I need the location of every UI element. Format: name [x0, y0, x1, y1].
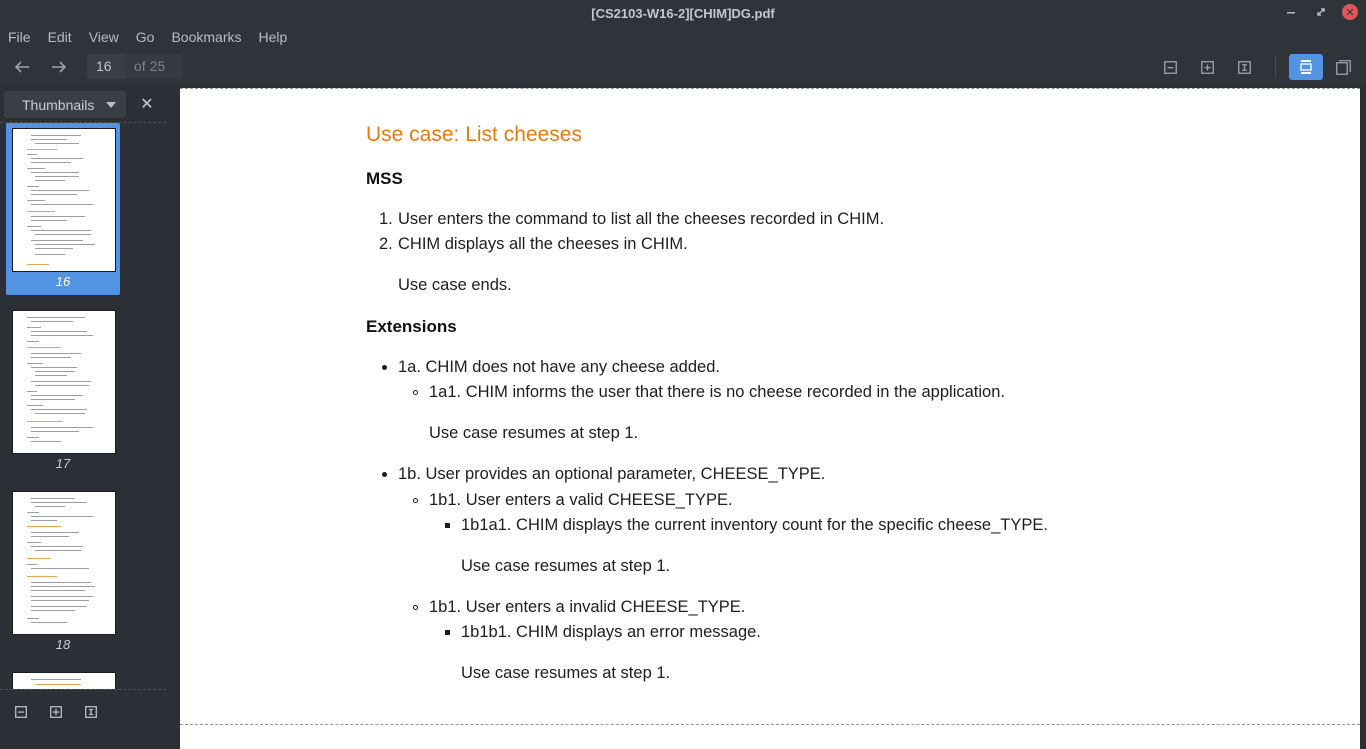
- sidebar-panel-label: Thumbnails: [22, 96, 95, 113]
- thumbnail-page-18[interactable]: [6, 486, 120, 658]
- extension-1b1-valid: 1b1. User enters a valid CHEESE_TYPE.: [429, 491, 733, 509]
- thumbnail-image: [12, 491, 116, 635]
- menu-bookmarks[interactable]: Bookmarks: [171, 29, 242, 45]
- zoom-in-thumbnails-icon[interactable]: [46, 702, 66, 722]
- close-window-icon[interactable]: ✕: [1342, 4, 1358, 20]
- mss-step-text: CHIM displays all the cheeses in CHIM.: [398, 235, 688, 253]
- restore-icon[interactable]: [1312, 3, 1330, 21]
- mss-heading: MSS: [366, 169, 403, 188]
- sidebar-panel-selector[interactable]: [4, 91, 126, 118]
- extension-1b1a1-resume: Use case resumes at step 1.: [461, 557, 671, 575]
- bullet-square: [445, 630, 450, 635]
- forward-arrow-icon[interactable]: [44, 54, 74, 80]
- title-bar: [0, 0, 1366, 26]
- extension-1a: 1a. CHIM does not have any cheese added.: [398, 358, 720, 376]
- close-sidebar-icon[interactable]: ✕: [140, 96, 154, 113]
- chevron-down-icon: [106, 102, 116, 108]
- extension-1b1a1: 1b1a1. CHIM displays the current inventory count for the specific cheese_TYPE.: [461, 516, 1048, 534]
- sidebar-footer: [0, 694, 166, 728]
- minimize-icon[interactable]: [1282, 3, 1300, 21]
- mss-end-text: Use case ends.: [398, 276, 512, 294]
- thumbnail-list[interactable]: [0, 122, 166, 690]
- document-view[interactable]: [166, 86, 1366, 728]
- zoom-out-icon[interactable]: [1155, 54, 1185, 80]
- thumbnail-image: [12, 672, 116, 690]
- document-page: [180, 88, 1360, 749]
- thumbnail-page-17[interactable]: [6, 305, 120, 477]
- mss-step-text: User enters the command to list all the cheeses recorded in CHIM.: [398, 210, 885, 228]
- extension-1b1-invalid: 1b1. User enters a invalid CHEESE_TYPE.: [429, 598, 746, 616]
- menu-edit[interactable]: Edit: [47, 29, 72, 45]
- mss-step-number: 2.: [379, 235, 393, 253]
- zoom-in-icon[interactable]: [1192, 54, 1222, 80]
- page-boundary: [180, 724, 1360, 725]
- thumbnail-page-number: 18: [55, 637, 71, 652]
- menu-go[interactable]: Go: [135, 29, 155, 45]
- page-selector: [87, 54, 183, 79]
- zoom-out-thumbnails-icon[interactable]: [11, 702, 31, 722]
- continuous-mode-icon[interactable]: [1289, 54, 1323, 80]
- thumbnail-page-partial[interactable]: [6, 667, 120, 690]
- mss-step-number: 1.: [379, 210, 393, 228]
- bullet-circle: [413, 390, 418, 395]
- fit-thumbnails-icon[interactable]: [81, 702, 101, 722]
- back-arrow-icon[interactable]: [7, 54, 37, 80]
- toolbar-separator: [1275, 56, 1276, 78]
- extension-1b1b1-resume: Use case resumes at step 1.: [461, 664, 671, 682]
- thumbnail-image: [12, 128, 116, 272]
- thumbnail-page-number: 17: [55, 456, 71, 471]
- dual-page-icon[interactable]: [1328, 54, 1358, 80]
- bullet-circle: [413, 605, 418, 610]
- menu-view[interactable]: View: [88, 29, 119, 45]
- thumbnail-page-number: 16: [55, 274, 71, 289]
- extension-1a1: 1a1. CHIM informs the user that there is no cheese recorded in the application.: [429, 383, 1005, 401]
- extensions-heading: Extensions: [366, 317, 457, 336]
- bullet-disc: [382, 365, 387, 370]
- bullet-disc: [382, 472, 387, 477]
- menu-help[interactable]: Help: [258, 29, 288, 45]
- menu-bar: [0, 26, 1366, 48]
- sidebar: [0, 86, 166, 728]
- window-title: [CS2103-W16-2][CHIM]DG.pdf: [591, 5, 775, 21]
- toolbar: [0, 48, 1366, 86]
- zoom-fit-icon[interactable]: [1229, 54, 1259, 80]
- page-total-label: of 25: [125, 54, 183, 79]
- use-case-heading: Use case: List cheeses: [366, 123, 582, 146]
- menu-file[interactable]: File: [8, 29, 31, 45]
- thumbnail-image: [12, 310, 116, 454]
- page-number-input[interactable]: 16: [96, 58, 112, 74]
- extension-1b: 1b. User provides an optional parameter, CHEESE_TYPE.: [398, 465, 826, 483]
- extension-1b1b1: 1b1b1. CHIM displays an error message.: [461, 623, 761, 641]
- extension-1a1-resume: Use case resumes at step 1.: [429, 424, 639, 442]
- thumbnail-page-16[interactable]: [6, 123, 120, 295]
- bullet-circle: [413, 498, 418, 503]
- window-controls: [1282, 3, 1358, 21]
- bullet-square: [445, 523, 450, 528]
